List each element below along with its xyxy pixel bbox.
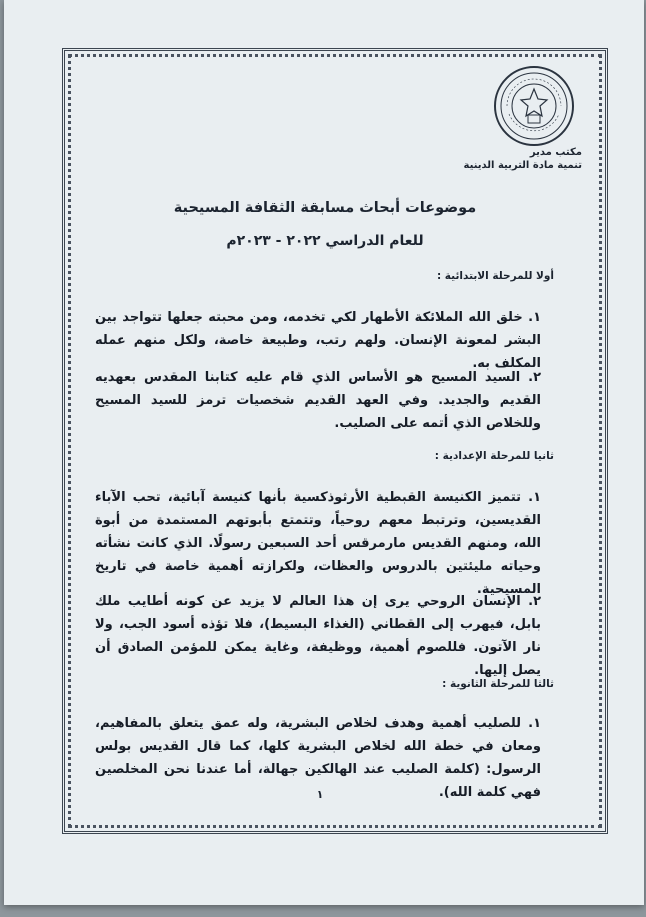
- document-title: موضوعات أبحاث مسابقة الثقافة المسيحية: [173, 200, 477, 216]
- page-number: ١: [316, 788, 324, 801]
- office-line-1: مكتب مدير: [529, 147, 582, 158]
- section-primary-item-2: ٢. السيد المسيح هو الأساس الذي قام عليه كتابنا المقدس بعهديه القديم والجديد. وفي العهد القديم شخصيات ترمز للسيد المسيح وللخلاص الذي أتمه على الصليب.: [95, 370, 541, 431]
- section-primary-item-1: ١. خلق الله الملائكة الأطهار لكي تخدمه، ومن محبته جعلها تتواجد بين البشر لمعونة الإنسان. ولهم رتب، وطبيعة خاصة، ولكل منهم عمله المكلف به.: [95, 310, 541, 371]
- seal-emblem-icon: [497, 69, 571, 143]
- section-heading-secondary: ثالثا للمرحلة الثانوية :: [442, 678, 554, 690]
- academic-year: للعام الدراسي ٢٠٢٢ - ٢٠٢٣م: [226, 233, 424, 249]
- office-header: [422, 146, 582, 172]
- section-preparatory-item-1: ١. تتميز الكنيسة القبطية الأرثوذكسية بأنها كنيسة آبائية، تحب الآباء القديسين، وترتبط معهم روحياً، وتتمتع بأبوتهم المستمدة من أبوة الله، ومنهم القديس مارمرقس أحد السبعين رسولًا. الذي كانت نشأته وحياته مليئتين بالدروس والعظات، ولكرازته أهمية خاصة في تاريخ المسيحية.: [95, 490, 541, 597]
- ministry-seal-icon: [494, 66, 574, 146]
- section-heading-primary: أولا للمرحلة الابتدائية :: [436, 270, 554, 282]
- office-line-2: تنمية مادة التربية الدينية: [463, 160, 582, 171]
- section-secondary-item-1: ١. للصليب أهمية وهدف لخلاص البشرية، وله عمق يتعلق بالمفاهيم، ومعان في خطة الله لخلاص البشرية كلها، كما قال القديس بولس الرسول: (كلمة الصليب عند الهالكين جهالة، أما عندنا نحن المخلصين فهي كلمة الله).: [95, 716, 541, 800]
- section-heading-preparatory: ثانيا للمرحلة الإعدادية :: [434, 450, 554, 462]
- section-preparatory-item-2: ٢. الإنسان الروحي يرى إن هذا العالم لا يزيد عن كونه أطايب ملك بابل، فيهرب إلى القطاني (الغذاء البسيط)، فلا تؤذه أسود الجب، ولا نار الآتون. فللصوم أهمية، ووظيفة، وغاية يمكن للمؤمن الصادق أن يصل إليها.: [95, 594, 541, 678]
